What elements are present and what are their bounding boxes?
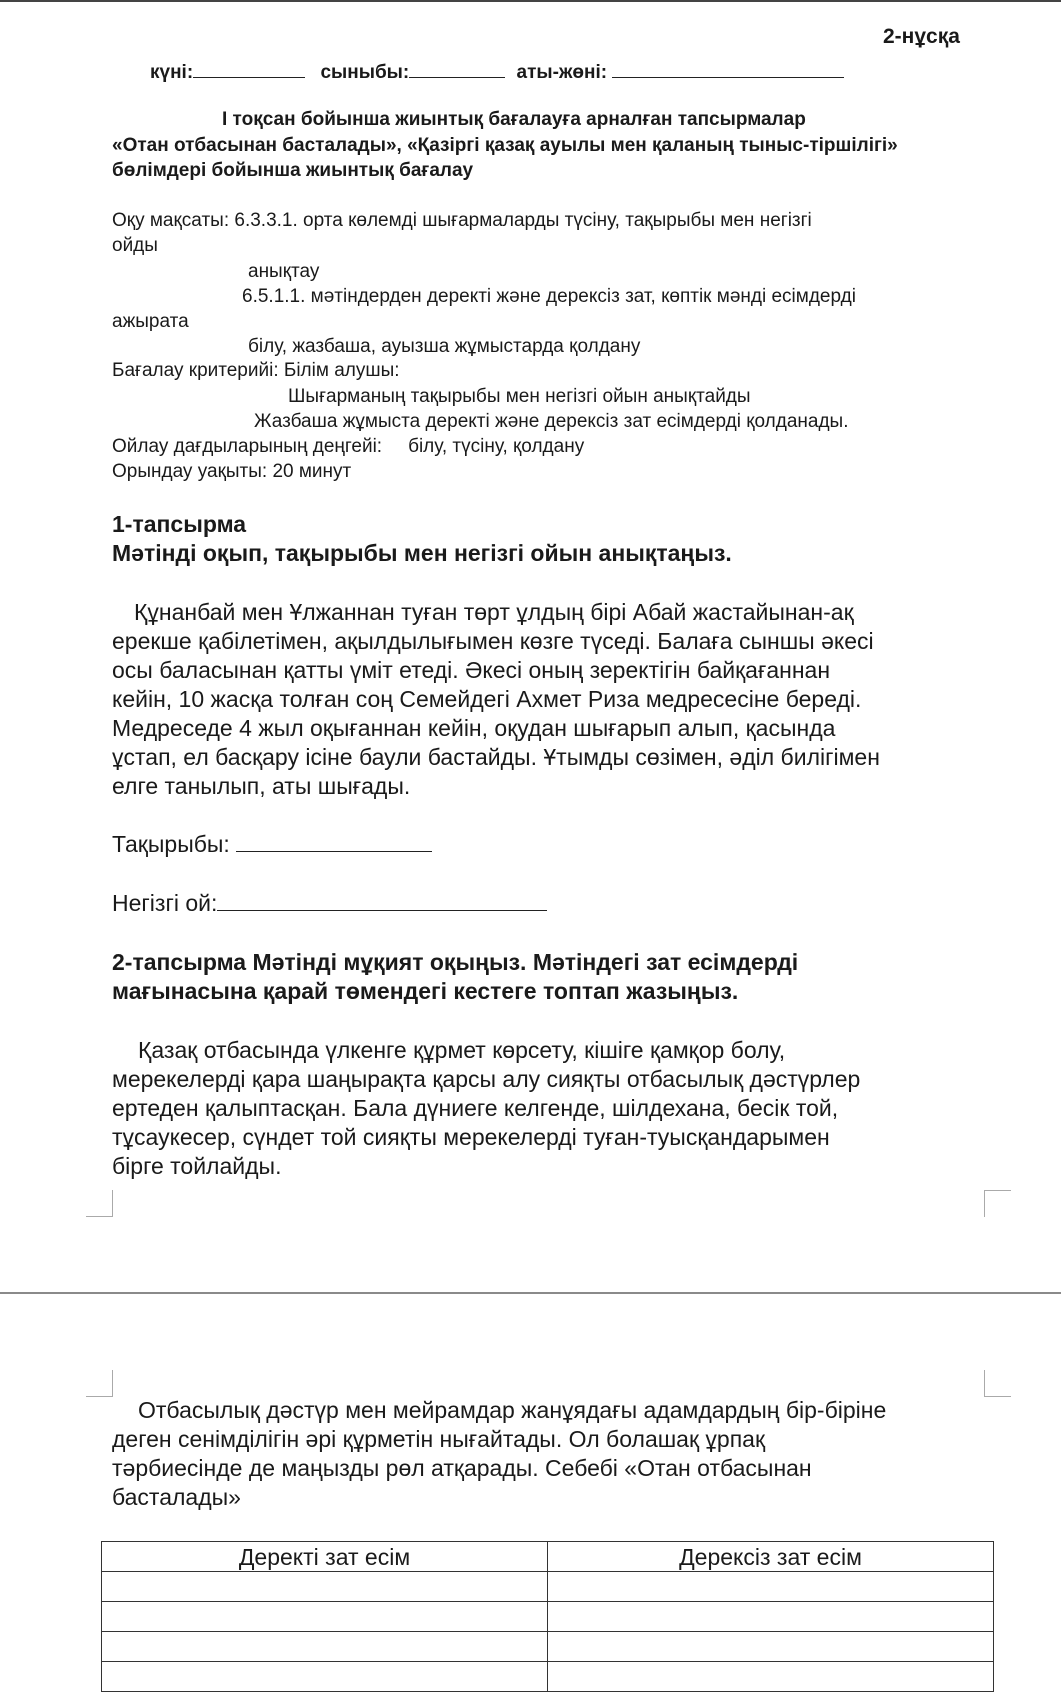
task1-text-line: Медреседе 4 жыл оқығаннан кейін, оқудан шығарып алып, қасында [112,715,836,741]
task1-text-line: осы баласынан қатты үміт етеді. Әкесі оның зеректігін байқағаннан [112,657,831,683]
concrete-noun-header: Деректі зат есім [102,1542,548,1572]
date-blank[interactable] [193,59,305,78]
objective-line-1: Оқу мақсаты: 6.3.3.1. орта көлемді шығармаларды түсіну, тақырыбы мен негізгі [112,210,812,231]
abstract-noun-cell[interactable] [548,1602,994,1632]
topic-blank[interactable] [236,831,432,852]
class-label: сыныбы: [320,62,410,83]
table-header-row [102,1542,994,1572]
page-break [0,1292,1061,1294]
task1-text-line: ұстап, ел басқару ісіне баули бастайды. Ұтымды сөзімен, әділ билігімен [112,744,880,770]
table-row [102,1602,994,1632]
abstract-noun-cell[interactable] [548,1572,994,1602]
main-idea-field [112,889,547,918]
task2-text-line: Қазақ отбасында үлкенге құрмет көрсету, кішіге қамқор болу, [138,1037,786,1063]
abstract-noun-cell[interactable] [548,1662,994,1692]
class-blank[interactable] [409,59,505,78]
criteria-heading: Бағалау критерийі: Білім алушы: [112,360,400,381]
task2-heading-line-2: мағынасына қарай төмендегі кестеге топтап жазыңыз. [112,978,739,1004]
task2-page2-line: деген сенімділігін әрі құрметін нығайтады. Ол болашақ ұрпақ [112,1426,766,1452]
topic-label: Тақырыбы: [112,831,230,857]
duration: Орындау уақыты: 20 минут [112,461,352,482]
page-corner-mark [984,1190,1011,1217]
page-corner-mark [86,1190,113,1217]
task2-page2-line: Отбасылық дәстүр мен мейрамдар жанұядағы адамдардың бір-біріне [138,1397,887,1423]
header-fields [150,59,844,85]
page-corner-mark [86,1370,113,1397]
noun-table [101,1541,994,1692]
main-idea-blank[interactable] [217,890,547,911]
table-row [102,1632,994,1662]
main-idea-label: Негізгі ой: [112,890,218,916]
page-corner-mark [984,1370,1011,1397]
objective-line-6: білу, жазбаша, ауызша жұмыстарда қолдану [248,336,641,357]
task1-text-line: ерекше қабілетімен, ақылдылығымен көзге түседі. Балаға сыншы әкесі [112,628,874,654]
concrete-noun-cell[interactable] [102,1602,548,1632]
concrete-noun-cell[interactable] [102,1632,548,1662]
variant-label: 2-нұсқа [883,25,960,48]
top-border [0,0,1061,2]
task2-page2-line: басталады» [112,1484,241,1510]
objective-line-3: анықтау [248,261,320,282]
thinking-level-value: білу, түсіну, қолдану [408,436,585,457]
name-blank[interactable] [612,59,844,78]
task1-text-line: кейін, 10 жасқа толған соң Семейдегі Ахмет Риза медресесіне береді. [112,686,862,712]
objective-line-5: ажырата [112,311,189,332]
topic-field [112,830,432,859]
title-line-3: бөлімдері бойынша жиынтық бағалау [112,160,474,181]
task2-text-line: тұсаукесер, сүндет той сияқты мерекелерді туған-туысқандарымен [112,1124,830,1150]
task2-text-line: ертеден қалыптасқан. Бала дүниеге келгенде, шілдехана, бесік той, [112,1095,839,1121]
title-line-1: І тоқсан бойынша жиынтық бағалауға арналған тапсырмалар [222,109,806,130]
criteria-1: Шығарманың тақырыбы мен негізгі ойын анықтайды [288,386,751,407]
criteria-2: Жазбаша жұмыста деректі және дерексіз зат есімдерді қолданады. [254,411,849,432]
date-label: күні: [150,62,194,83]
task1-text-line: Құнанбай мен Ұлжаннан туған төрт ұлдың бірі Абай жастайынан-ақ [134,599,854,625]
task2-heading-line-1: 2-тапсырма Мәтінді мұқият оқыңыз. Мәтіндегі зат есімдерді [112,949,799,975]
name-label: аты-жөні: [516,62,608,83]
task1-text-line: елге танылып, аты шығады. [112,773,411,799]
objective-line-2: ойды [112,235,158,256]
objective-line-4: 6.5.1.1. мәтіндерден деректі және дерексіз зат, көптік мәнді есімдерді [242,286,856,307]
concrete-noun-cell[interactable] [102,1572,548,1602]
task2-text-line: бірге тойлайды. [112,1153,282,1179]
abstract-noun-cell[interactable] [548,1632,994,1662]
task1-heading: 1-тапсырма [112,511,247,537]
table-row [102,1662,994,1692]
concrete-noun-cell[interactable] [102,1662,548,1692]
task2-text-line: мерекелерді қара шаңырақта қарсы алу сияқты отбасылық дәстүрлер [112,1066,861,1092]
title-line-2: «Отан отбасынан басталады», «Қазіргі қазақ ауылы мен қаланың тыныс-тіршілігі» [112,135,898,156]
task1-instruction: Мәтінді оқып, тақырыбы мен негізгі ойын анықтаңыз. [112,540,732,566]
abstract-noun-header: Дерексіз зат есім [548,1542,994,1572]
thinking-level [112,434,584,459]
thinking-level-label: Ойлау дағдыларының деңгейі: [112,436,383,457]
table-row [102,1572,994,1602]
task2-page2-line: тәрбиесінде де маңызды рөл атқарады. Себебі «Отан отбасынан [112,1455,812,1481]
